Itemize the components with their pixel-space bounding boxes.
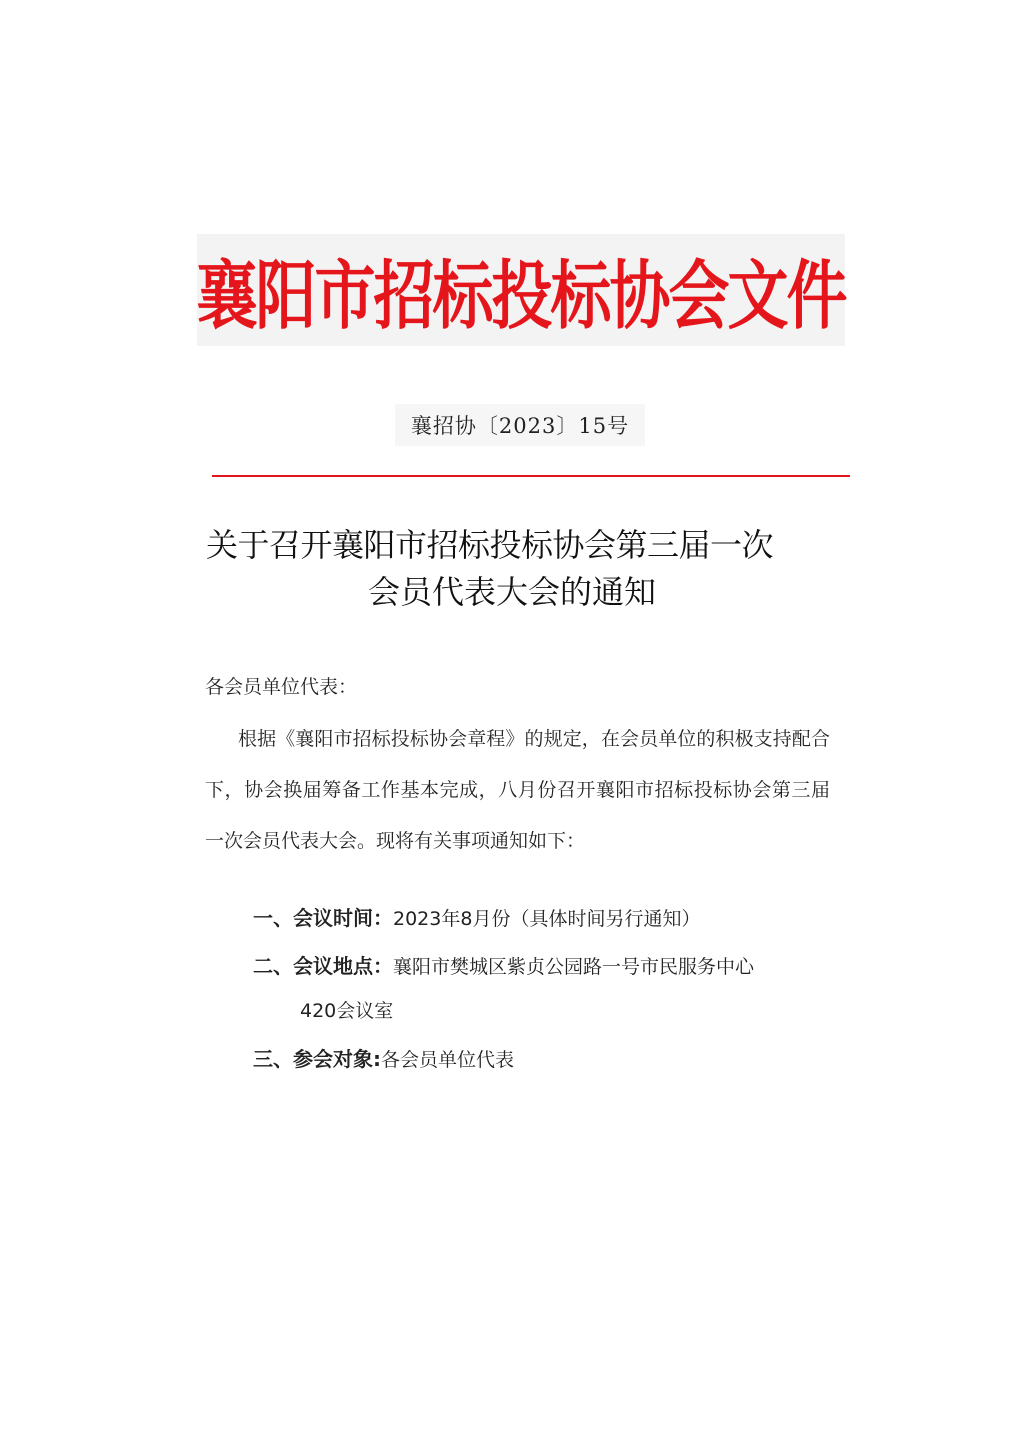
document-number: 襄招协〔2023〕15号 [395, 404, 645, 446]
notice-title-line1: 关于召开襄阳市招标投标协会第三届一次 [206, 526, 774, 564]
salutation: 各会员单位代表： [205, 676, 358, 698]
item-meeting-location [253, 950, 754, 979]
item-label: 一、会议时间： [253, 906, 393, 930]
item-location-continuation: 420会议室 [300, 1000, 394, 1022]
item-value: 各会员单位代表 [381, 1049, 515, 1071]
item-label: 三、参会对象: [253, 1047, 381, 1071]
notice-title-line2: 会员代表大会的通知 [368, 573, 657, 611]
notice-title [200, 522, 820, 616]
item-label: 二、会议地点： [253, 954, 393, 978]
item-value: 襄阳市樊城区紫贞公园路一号市民服务中心 [393, 956, 755, 978]
red-divider-rule [212, 475, 850, 477]
item-attendees [253, 1043, 514, 1072]
item-value: 2023年8月份（具体时间另行通知） [393, 908, 701, 930]
item-meeting-time [253, 902, 700, 931]
body-paragraph: 根据《襄阳市招标投标协会章程》的规定，在会员单位的积极支持配合下，协会换届筹备工作基本完成，八月份召开襄阳市招标投标协会第三届一次会员代表大会。现将有关事项通知如下： [205, 728, 830, 852]
org-header-title: 襄阳市招标投标协会文件 [196, 252, 846, 340]
